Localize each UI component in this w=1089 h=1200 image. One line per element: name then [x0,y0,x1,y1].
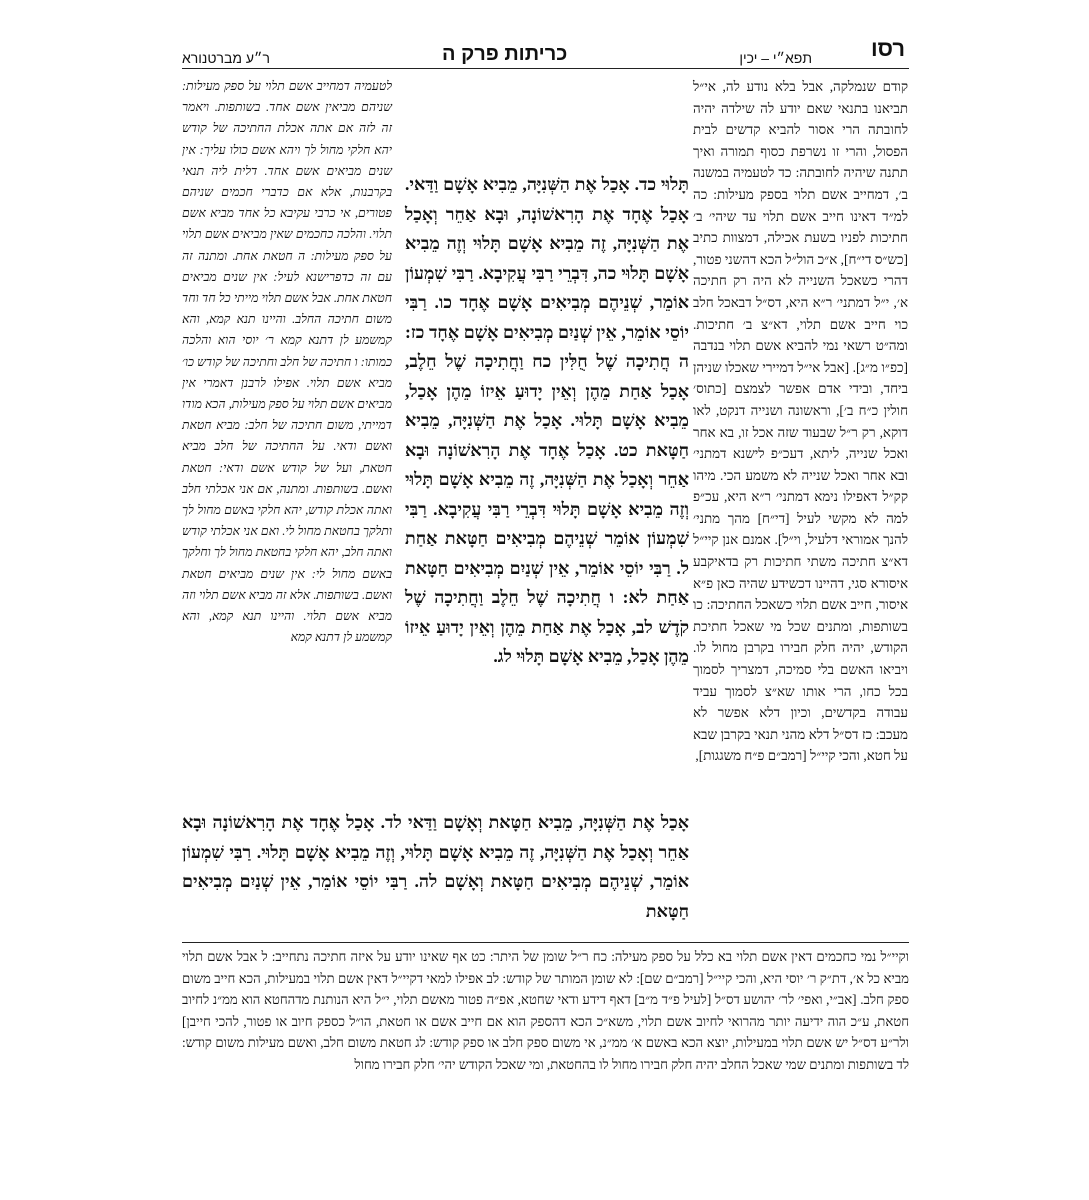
mishnah-wide-block [182,808,689,936]
header-left-label: ר״ע מברטנורא [182,50,270,66]
yachin-text: קודם שנמלקה, אבל בלא נודע לה, אי״ל תביאנו בתנאי שאם יודע לה שילדה יהיה לחובתה הרי אסור להביא קדשים לבית הפסול, והרי זו נשרפת כסוף תמורה ואיך תתנה שיהיה לחובתה: כד לטעמיה במשנה ב׳, דמחייב אשם תלוי בספק מעילות: כה למ״ד דאינו חייב אשם תלוי עד שיהי׳ ב׳ חתיכות לפניו בשעת אכילה, דמצוות כתיב [כש״ס די״ח], א״כ הול״ל הכא דהשני פטור, דהרי כשאכל השנייה לא היה רק חתיכה א׳, י״ל דמתני׳ ר״א היא, דס״ל דבאכל חלב כוי חייב אשם תלוי, דא״צ ב׳ חתיכות. ומה״ט רשאי נמי להביא אשם תלוי בנדבה [כפ״ו מ״ג]. [אבל אי״ל דמיירי שאכלו שניהן ביחד, ובידי אדם אפשר לצמצם [כתוס׳ חולין כ״ח ב׳], וראשונה ושנייה דנקט, לאו דוקא, רק ר״ל שבעוד שזה אכל זו, בא אחר ואכל שנייה, ליתא, דעכ״פ לישנא דמתני׳ ובא אחר ואכל שנייה לא משמע הכי. מיהו קק״ל דאפילו נימא דמתני׳ ר״א היא, עכ״פ למה לא מקשי לעיל [די״ח] מהך מתני׳ להנך אמוראי דלעיל, וי״ל]. אמנם אנן קיי״ל דא״צ חתיכה משתי חתיכות רק בדאיקבע איסורא סגי, דהיינו דכשידע שהיה כאן פ״א איסור, חייב אשם תלוי כשאכל החתיכה: כו בשותפות, ומתנים שכל מי שאכל חתיכת הקודש, יהיה חלק חבירו בקרבן מחול לו. ויביאו האשם בלי סמיכה, דמצריך לסמוך בכל כחו, הרי אותו שא״צ לסמוך עביד עבודה בקדשים, וכיון דלא אפשר לא מעכב: כז דס״ל דלא מהני תנאי בקרבן שבא על חטא, והכי קיי״ל [רמב״ם פ״ח משגגות], [693,79,908,764]
mishnah-text-bottom: אָכַל אֶת הַשְּׁנִיָּה, מֵבִיא חַטָּאת וְאָשָׁם וַדַּאי לד. אָכַל אֶחָד אֶת הָרִאשׁוֹנָה וּבָא אַחֵר וְאָכַל אֶת הַשְּׁנִיָּה, זֶה מֵבִיא אָשָׁם תָּלוּי, וְזֶה מֵבִיא אָשָׁם תָּלוּי. רַבִּי שִׁמְעוֹן אוֹמֵר, שְׁנֵיהֶם מְבִיאִים חַטָּאת וְאָשָׁם לה. רַבִּי יוֹסֵי אוֹמֵר, אֵין שְׁנַיִם מְבִיאִים חַטָּאת [182,812,689,921]
footnotes-text: וקיי״ל נמי כחכמים דאין אשם תלוי בא כלל על ספק מעילה: כח ר״ל שומן של היתר: כט אף שאינו יודע על איזה חתיכה נתחייב: ל אבל אשם תלוי מביא כל א׳, דת״ק ר׳ יוסי היא, והכי קיי״ל [רמב״ם שם]: לא שומן המותר של קודש: לב אפילו למאי דקיי״ל דאין אשם תלוי במעילות, הכא חייב משום ספק חלב. [אב״י, ואפי׳ לר׳ יהושע דס״ל [לעיל פ״ד מ״ב] דאף דידע ודאי שחטא, אפ״ה פטור מאשם תלוי, י״ל היא הנותנת מדהחטא הוא ממ״נ לחיוב חטאת, ע״כ הוה ידיעה יותר מהרואי לחיוב אשם תלוי, משא״כ הכא דהספק הוא אם חייב אשם או חטאת, הו״ל כספק חיוב או פטור, להכי חייבן] ולר״ע דס״ל יש אשם תלוי במעילות, יוצא הכא באשם א׳ ממ״נ, אי משום ספק חלב או ספק קודש: לג חטאת משום חלב, ואשם מעילות משום קודש: לד בשותפות ומתנים שמי שאכל החלב יהיה חלק חבירו מחול לו בהחטאת, ומי שאכל הקודש יהי׳ חלק חבירו מחול [182,949,909,1072]
footnotes [182,946,909,1072]
mishnah-column [405,170,689,810]
page-number: רסו [870,36,905,61]
bartenura-commentary [182,76,392,726]
yachin-commentary [693,76,908,944]
header-right-label: תפא״י – יכין [739,50,812,66]
header-rule [182,68,909,69]
mishnah-text-top: תָּלוּי כד. אָכַל אֶת הַשְּׁנִיָּה, מֵבִיא אָשָׁם וַדַּאי. אָכַל אֶחָד אֶת הָרִאשׁוֹנָה, וּבָא אַחֵר וְאָכַל אֶת הַשְּׁנִיָּה, זֶה מֵבִיא אָשָׁם תָּלוּי וְזֶה מֵבִיא אָשָׁם תָּלוּי כה, דִּבְרֵי רַבִּי עֲקִיבָא. רַבִּי שִׁמְעוֹן אוֹמֵר, שְׁנֵיהֶם מְבִיאִים אָשָׁם אֶחָד כו. רַבִּי יוֹסֵי אוֹמֵר, אֵין שְׁנַיִם מְבִיאִים אָשָׁם אֶחָד כז: ה חֲתִיכָה שֶׁל חֻלִּין כח וַחֲתִיכָה שֶׁל חֵלֶב, אָכַל אַחַת מֵהֶן וְאֵין יָדוּעַ אֵיזוֹ מֵהֶן אָכַל, מֵבִיא אָשָׁם תָּלוּי. אָכַל אֶת הַשְּׁנִיָּה, מֵבִיא חַטָּאת כט. אָכַל אֶחָד אֶת הָרִאשׁוֹנָה וּבָא אַחֵר וְאָכַל אֶת הַשְּׁנִיָּה, זֶה מֵבִיא אָשָׁם תָּלוּי וְזֶה מֵבִיא אָשָׁם תָּלוּי דִּבְרֵי רַבִּי עֲקִיבָא. רַבִּי שִׁמְעוֹן אוֹמֵר שְׁנֵיהֶם מְבִיאִים חַטָּאת אַחַת ל. רַבִּי יוֹסֵי אוֹמֵר, אֵין שְׁנַיִם מְבִיאִים חַטָּאת אַחַת לא: ו חֲתִיכָה שֶׁל חֵלֶב וַחֲתִיכָה שֶׁל קֹדֶשׁ לב, אָכַל אֶת אַחַת מֵהֶן וְאֵין יָדוּעַ אֵיזוֹ מֵהֶן אָכַל, מֵבִיא אָשָׁם תָּלוּי לג. [405,174,689,666]
footnote-rule [182,942,909,943]
bartenura-text: לטעמיה דמחייב אשם תלוי על ספק מעילות: שניהם מביאין אשם אחד. בשותפות. ויאמר זה לזה אם אתה אכלת החתיכה של קודש יהא חלקי מחול לך ויהא אשם כולו עליך: אין שנים מביאים אשם אחד. דלית ליה תנאי בקרבנות, אלא אם כדברי חכמים שניהם פטורים, אי כרבי עקיבא כל אחד מביא אשם תלוי. והלכה כחכמים שאין מביאים אשם תלוי על ספק מעילות: ה חטאת אחת. ומתנה זה עם זה כדפרישנא לעיל: אין שנים מביאים חטאת אחת. אבל אשם תלוי מייתי כל חד וחד משום חתיכה החלב. והיינו תנא קמא, והא קמשמע לן דתנא קמא ר׳ יוסי הוא והלכה כמותו: ו חתיכה של חלב וחתיכה של קודש כו׳ מביא אשם תלוי. אפילו לרבנן דאמרי אין מביאים אשם תלוי על ספק מעילות, הכא מודו דמייתי, משום חתיכה של חלב: מביא חטאת ואשם ודאי. על החתיכה של חלב מביא חטאת, ועל של קודש אשם ודאי: חטאת ואשם. בשותפות. ומתנה, אם אני אכלתי חלב ואתה אכלת קודש, יהא חלקי באשם מחול לך ותלקך בחטאת מחול לי. ואם אני אכלתי קודש ואתה חלב, יהא חלקי בחטאת מחול לך וחלקך באשם מחול לי: אין שנים מביאים חטאת ואשם. בשותפות. אלא זה מביא אשם תלוי וזה מביא אשם תלוי. והיינו תנא קמא, והא קמשמע לן דתנא קמא [182,79,392,645]
header-row [182,38,882,66]
header-tractate: כריתות פרק ה [442,43,568,65]
